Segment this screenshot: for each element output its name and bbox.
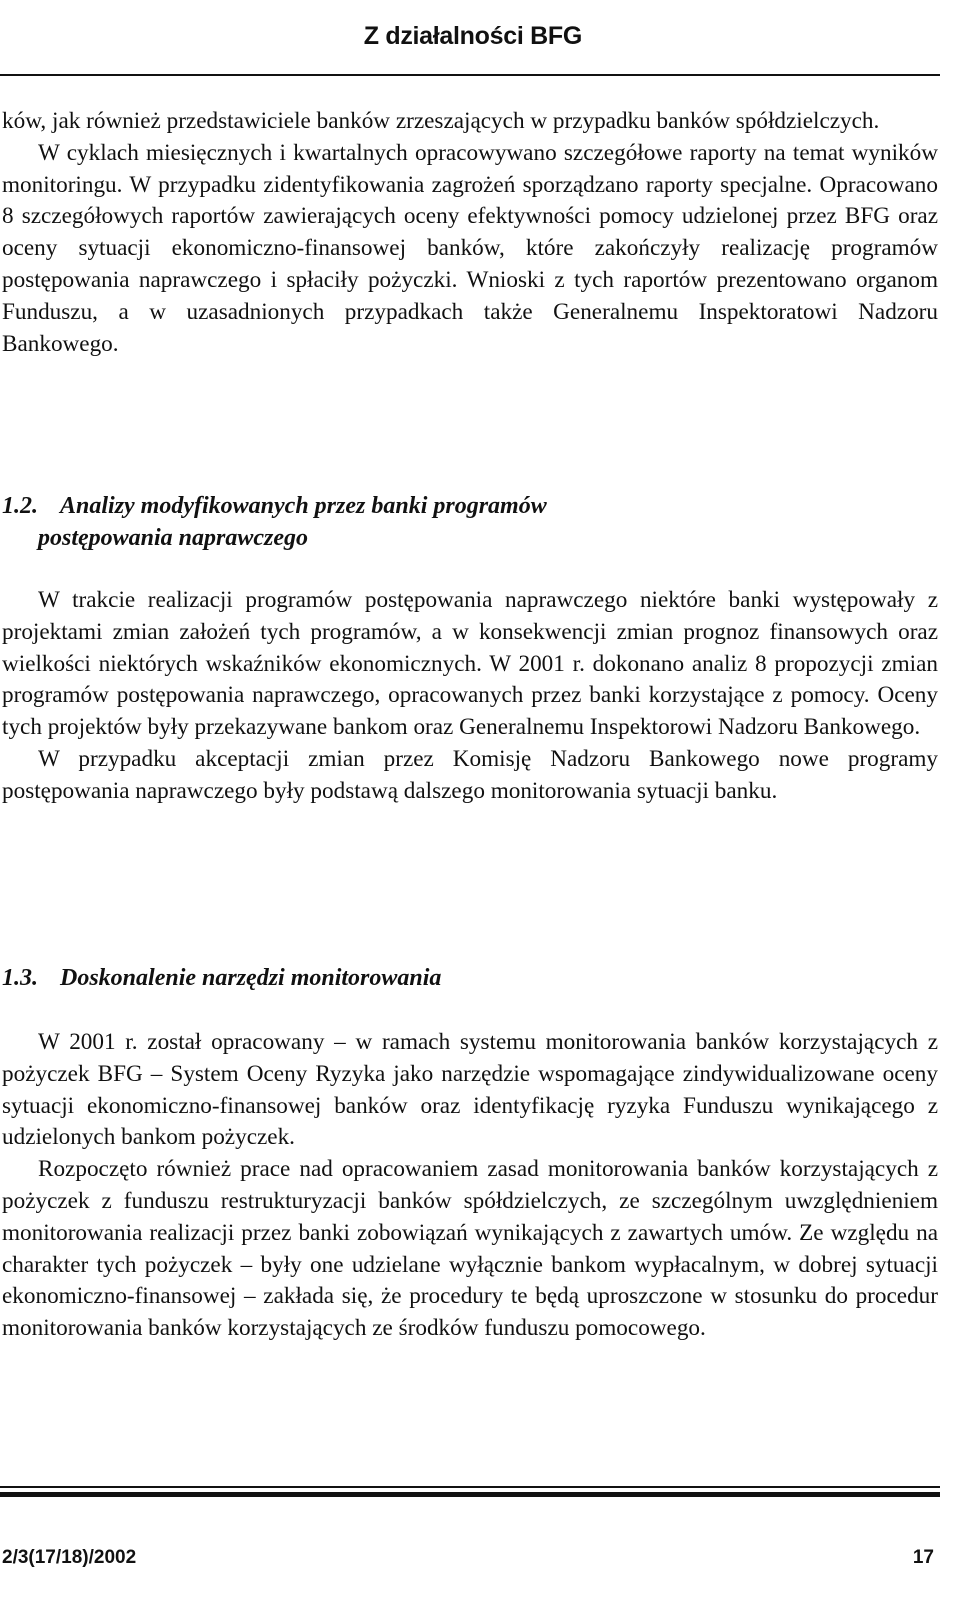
section-1-2-text	[2, 585, 938, 808]
issue-label: 2/3(17/18)/2002	[2, 1547, 137, 1568]
intro-text-block	[2, 106, 938, 360]
section-number: 1.2.	[2, 493, 38, 519]
section-number: 1.3.	[2, 965, 38, 991]
page-number: 17	[912, 1547, 934, 1568]
section-title-line2: postępowania naprawczego	[38, 525, 309, 551]
paragraph: Rozpoczęto również prace nad opracowaniem zasad monitorowania banków korzystających z pożyczek z funduszu restrukturyzacji banków spółdzielczych, ze szczególnym uwzględnieniem monitorowania realizacji przez banki zobowiązań wynikających z zawartych umów. Ze względu na charakter tych pożyczek – były one udzielane wyłącznie bankom wypłacalnym, w dobrej sytuacji ekonomiczno-finansowej – zakłada się, że procedury te będą uproszczone w stosunku do procedur monitorowania banków korzystających ze środków funduszu pomocowego.	[2, 1156, 938, 1342]
section-title: Doskonalenie narzędzi monitorowania	[60, 965, 442, 991]
section-1-3-text	[2, 1027, 938, 1345]
paragraph: W cyklach miesięcznych i kwartalnych opracowywano szczegółowe raporty na temat wyników monitoringu. W przypadku zidentyfikowania zagrożeń sporządzano raporty specjalne. Opracowano 8 szczegółowych raportów zawierających oceny efektywności pomocy udzielonej przez BFG oraz oceny sytuacji ekonomiczno-finansowej banków, które zakończyły realizację programów postępowania naprawczego i spłaciły pożyczki. Wnioski z tych raportów prezentowano organom Funduszu, a w uzasadnionych przypadkach także Generalnemu Inspektoratowi Nadzoru Bankowego.	[2, 139, 938, 357]
paragraph: W przypadku akceptacji zmian przez Komisję Nadzoru Bankowego nowe programy postępowania naprawczego były podstawą dalszego monitorowania sytuacji banku.	[2, 745, 938, 804]
footer-rule-thick	[0, 1492, 940, 1497]
section-title-line1: Analizy modyfikowanych przez banki programów	[60, 493, 547, 519]
paragraph: W trakcie realizacji programów postępowania naprawczego niektóre banki występowały z projektami zmian założeń tych programów, a w konsekwencji zmian prognoz finansowych oraz wielkości niektórych wskaźników ekonomicznych. W 2001 r. dokonano analiz 8 propozycji zmian programów postępowania naprawczego, opracowanych przez banki korzystające z pomocy. Oceny tych projektów były przekazywane bankom oraz Generalnemu Inspektorowi Nadzoru Bankowego.	[2, 587, 938, 741]
section-heading-1-3	[2, 962, 902, 994]
section-heading-1-2	[2, 490, 902, 554]
header-rule	[0, 74, 940, 76]
paragraph: ków, jak również przedstawiciele banków zrzeszających w przypadku banków spółdzielczych.	[2, 108, 880, 134]
running-header-title: Z działalności BFG	[363, 22, 582, 50]
paragraph: W 2001 r. został opracowany – w ramach systemu monitorowania banków korzystających z pożyczek BFG – System Oceny Ryzyka jako narzędzie wspomagające zindywidualizowane oceny sytuacji ekonomiczno-finansowej banków oraz identyfikację ryzyka Funduszu wynikającego z udzielonych bankom pożyczek.	[2, 1029, 938, 1151]
footer-rule-thin	[0, 1486, 940, 1488]
